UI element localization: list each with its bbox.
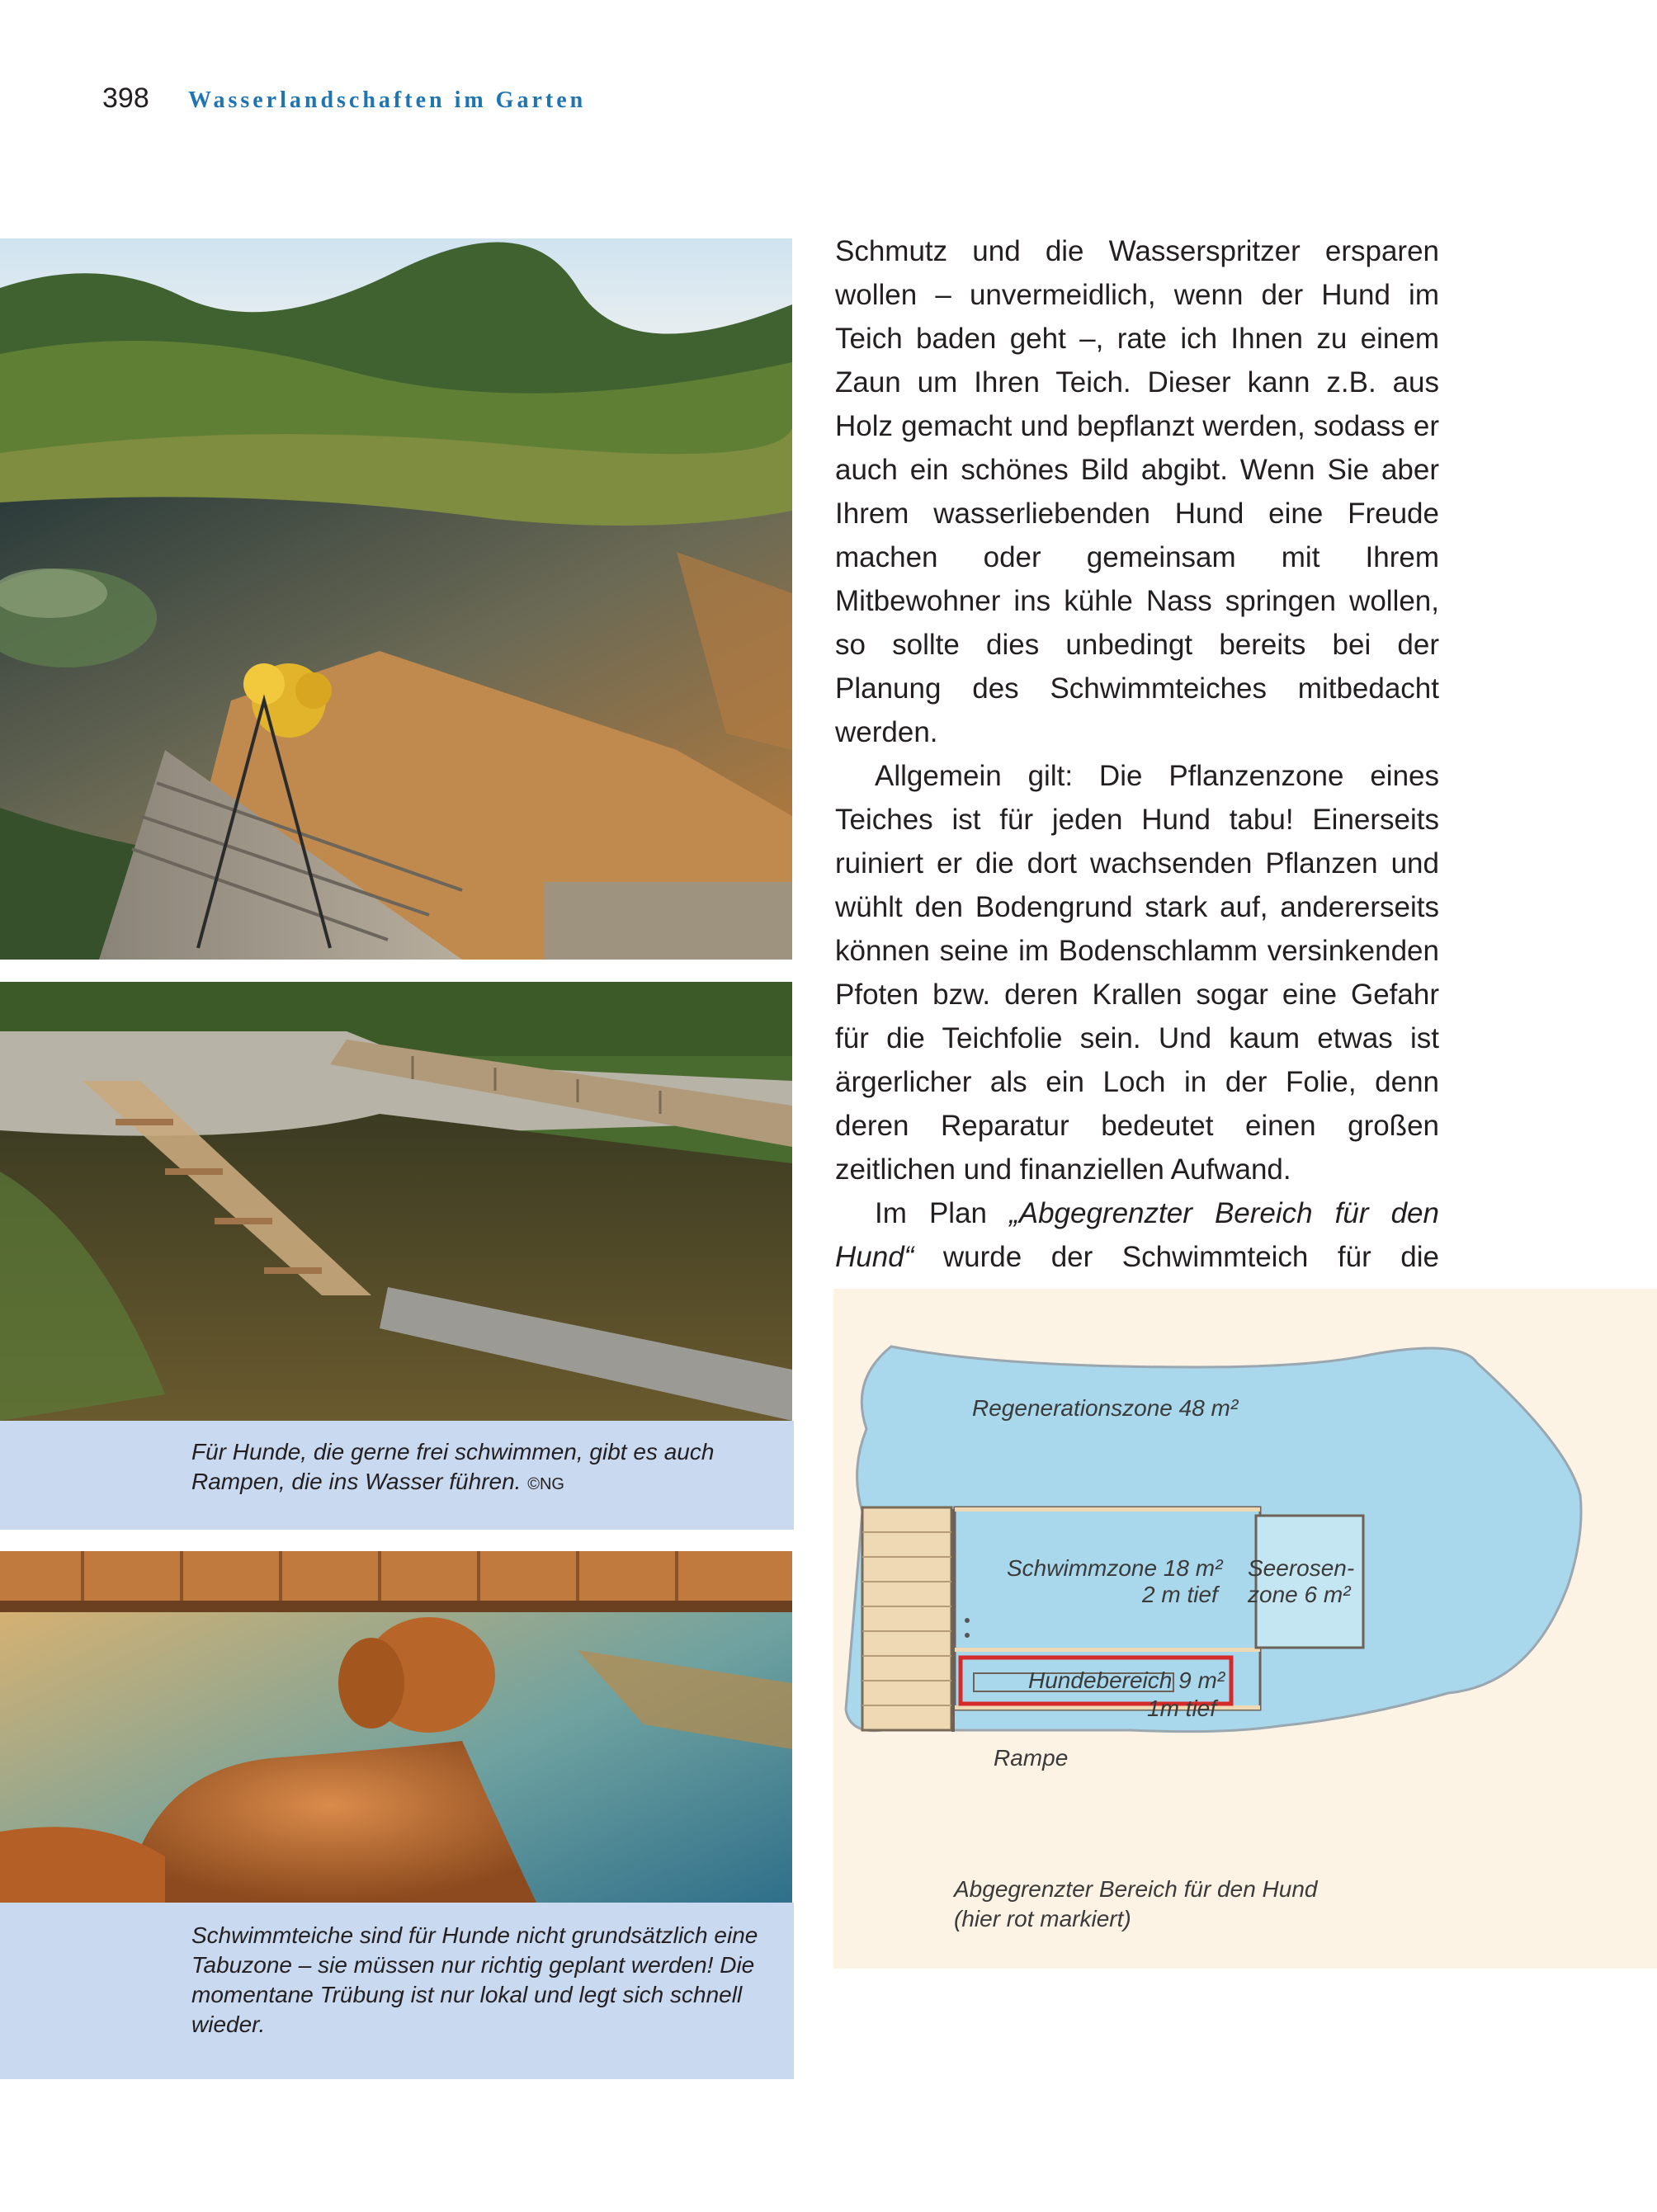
photo-dog-in-pond xyxy=(0,1551,792,1903)
ramp-deck xyxy=(862,1507,951,1730)
body-paragraph: Allgemein gilt: Die Pflanzenzone eines Teiches ist für jeden Hund tabu! Einerseits ruiniert er die dort wachsenden Pflanzen und wühlt den Bodengrund stark auf, andererseits können seine im Bodenschlamm versinkenden Pfoten bzw. deren Krallen sogar eine Gefahr für die Teichfolie sein. Und kaum etwas ist ärgerlicher als ein Loch in der Folie, denn deren Reparatur bedeutet einen großen zeitlichen und finanziellen Aufwand. xyxy=(835,760,1439,1186)
caption-text: Für Hunde, die gerne frei schwimmen, gibt es auch Rampen, die ins Wasser führen. xyxy=(191,1439,715,1494)
body-text-span: wurde der Schwimmteich für die xyxy=(942,1241,1439,1273)
diagram-caption-line: Abgegrenzter Bereich für den Hund xyxy=(954,1876,1318,1902)
diagram-caption xyxy=(954,1875,1318,1934)
pond-plan-drawing xyxy=(833,1289,1657,1969)
body-paragraph: Schmutz und die Wasserspritzer ersparen wollen – unvermeidlich, wenn der Hund im Teich baden geht –, rate ich Ihnen zu einem Zaun um Ihren Teich. Dieser kann z.B. aus Holz gemacht und bepflanzt werden, sodass er auch ein schönes Bild abgibt. Wenn Sie aber Ihrem wasserliebenden Hund eine Freude machen oder gemeinsam mit Ihrem Mitbewohner ins kühle Nass springen wollen, so sollte dies unbedingt bereits bei der Planung des Schwimmteiches mitbedacht werden. xyxy=(835,235,1439,748)
photo-pond-deck xyxy=(0,238,792,960)
regeneration-zone-label: Regenerationszone 48 m² xyxy=(972,1395,1239,1421)
plan-title-reference: „Abgegrenzter Bereich für den Hund“ xyxy=(835,1197,1439,1273)
body-text-span: Im Plan xyxy=(875,1197,1010,1229)
pond-plan-diagram xyxy=(833,1289,1657,1969)
body-text xyxy=(835,229,1439,1366)
diagram-caption-line: (hier rot markiert) xyxy=(954,1906,1131,1931)
swim-zone-label: Schwimmzone 18 m² xyxy=(1007,1555,1223,1581)
lily-zone-size: zone 6 m² xyxy=(1248,1582,1351,1607)
page-number: 398 xyxy=(102,83,149,114)
swim-zone-depth: 2 m tief xyxy=(1142,1582,1218,1607)
running-header-title: Wasserlandschaften im Garten xyxy=(188,87,587,113)
ramp-label: Rampe xyxy=(994,1745,1069,1771)
photo-caption-box xyxy=(0,1903,794,2079)
photo-pond-ramp xyxy=(0,982,792,1421)
dog-area-depth: 1m tief xyxy=(1147,1696,1217,1721)
photo-caption xyxy=(191,1437,761,1499)
photo-credit: ©NG xyxy=(527,1475,564,1493)
photo-caption: Schwimmteiche sind für Hunde nicht grundsätzlich eine Tabuzone – sie müssen nur richtig geplant werden! Die momentane Trübung ist nur lokal und legt sich schnell wieder. xyxy=(191,1922,758,2037)
lily-zone-label: Seerosen- xyxy=(1248,1555,1355,1581)
photo-caption-box xyxy=(0,1421,794,1530)
dog-area-label: Hundebereich 9 m² xyxy=(1028,1667,1225,1693)
